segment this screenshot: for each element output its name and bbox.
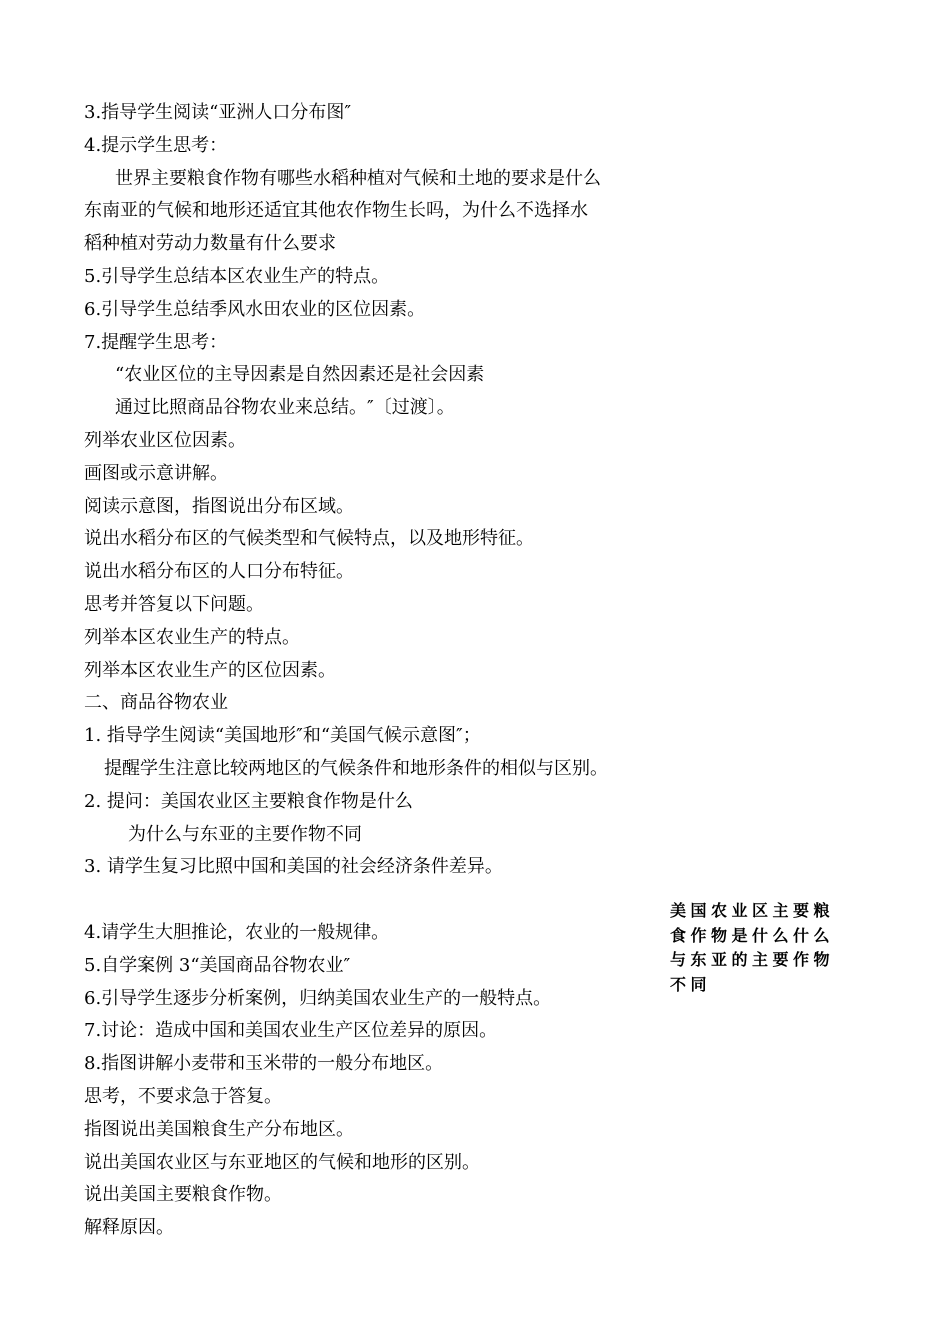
text-line: 世界主要粮食作物有哪些水稻种植对气候和土地的要求是什么 bbox=[115, 167, 601, 189]
text-line: 8.指图讲解小麦带和玉米带的一般分布地区。 bbox=[84, 1053, 444, 1075]
text-line: 7.讨论：造成中国和美国农业生产区位差异的原因。 bbox=[84, 1020, 498, 1042]
text-line: 通过比照商品谷物农业来总结。″〔过渡〕。 bbox=[115, 397, 455, 419]
document-body bbox=[84, 97, 674, 1245]
text-line: 指图说出美国粮食生产分布地区。 bbox=[84, 1118, 354, 1140]
text-line: 4.提示学生思考： bbox=[84, 134, 228, 156]
side-note-line: 与东亚的主要作物 bbox=[670, 950, 835, 969]
text-line: 6.引导学生逐步分析案例，归纳美国农业生产的一般特点。 bbox=[84, 987, 552, 1009]
text-line: 1. 指导学生阅读“美国地形″和“美国气候示意图″； bbox=[84, 725, 481, 747]
text-line: 5.自学案例 3“美国商品谷物农业″ bbox=[84, 954, 351, 976]
blank-line bbox=[84, 884, 674, 917]
text-line: 列举农业区位因素。 bbox=[84, 429, 246, 451]
text-line: 稻种植对劳动力数量有什么要求 bbox=[84, 233, 336, 255]
text-line: 思考并答复以下问题。 bbox=[84, 593, 264, 615]
text-line: 为什么与东亚的主要作物不同 bbox=[128, 823, 362, 845]
text-line: 二、商品谷物农业 bbox=[84, 692, 228, 714]
text-line: 东南亚的气候和地形还适宜其他农作物生长吗，为什么不选择水 bbox=[84, 200, 588, 222]
text-line: 3.指导学生阅读“亚洲人口分布图″ bbox=[84, 102, 352, 123]
text-line: 说出水稻分布区的气候类型和气候特点，以及地形特征。 bbox=[84, 528, 534, 550]
text-line: 列举本区农业生产的区位因素。 bbox=[84, 659, 336, 681]
text-line: “农业区位的主导因素是自然因素还是社会因素 bbox=[115, 364, 485, 386]
text-line: 6.引导学生总结季风水田农业的区位因素。 bbox=[84, 298, 426, 320]
text-line: 说出美国农业区与东亚地区的气候和地形的区别。 bbox=[84, 1151, 480, 1173]
text-line: 列举本区农业生产的特点。 bbox=[84, 626, 300, 648]
text-line: 阅读示意图，指图说出分布区域。 bbox=[84, 495, 354, 517]
text-line: 2. 提问：美国农业区主要粮食作物是什么 bbox=[84, 790, 413, 812]
side-note bbox=[670, 899, 870, 997]
text-line: 提醒学生注意比较两地区的气候条件和地形条件的相似与区别。 bbox=[104, 757, 608, 779]
text-line: 5.引导学生总结本区农业生产的特点。 bbox=[84, 265, 390, 287]
text-line: 4.请学生大胆推论，农业的一般规律。 bbox=[84, 921, 390, 943]
text-line: 说出美国主要粮食作物。 bbox=[84, 1184, 282, 1206]
side-note-line: 美国农业区主要粮 bbox=[670, 901, 835, 920]
text-line: 说出水稻分布区的人口分布特征。 bbox=[84, 561, 354, 583]
side-note-line: 不同 bbox=[670, 974, 712, 994]
text-line: 7.提醒学生思考： bbox=[84, 331, 228, 353]
text-line: 画图或示意讲解。 bbox=[84, 462, 228, 484]
text-line: 3. 请学生复习比照中国和美国的社会经济条件差异。 bbox=[84, 856, 503, 878]
text-line: 思考，不要求急于答复。 bbox=[84, 1085, 282, 1107]
side-note-line: 食作物是什么什么 bbox=[670, 925, 835, 945]
text-line: 解释原因。 bbox=[84, 1217, 174, 1239]
